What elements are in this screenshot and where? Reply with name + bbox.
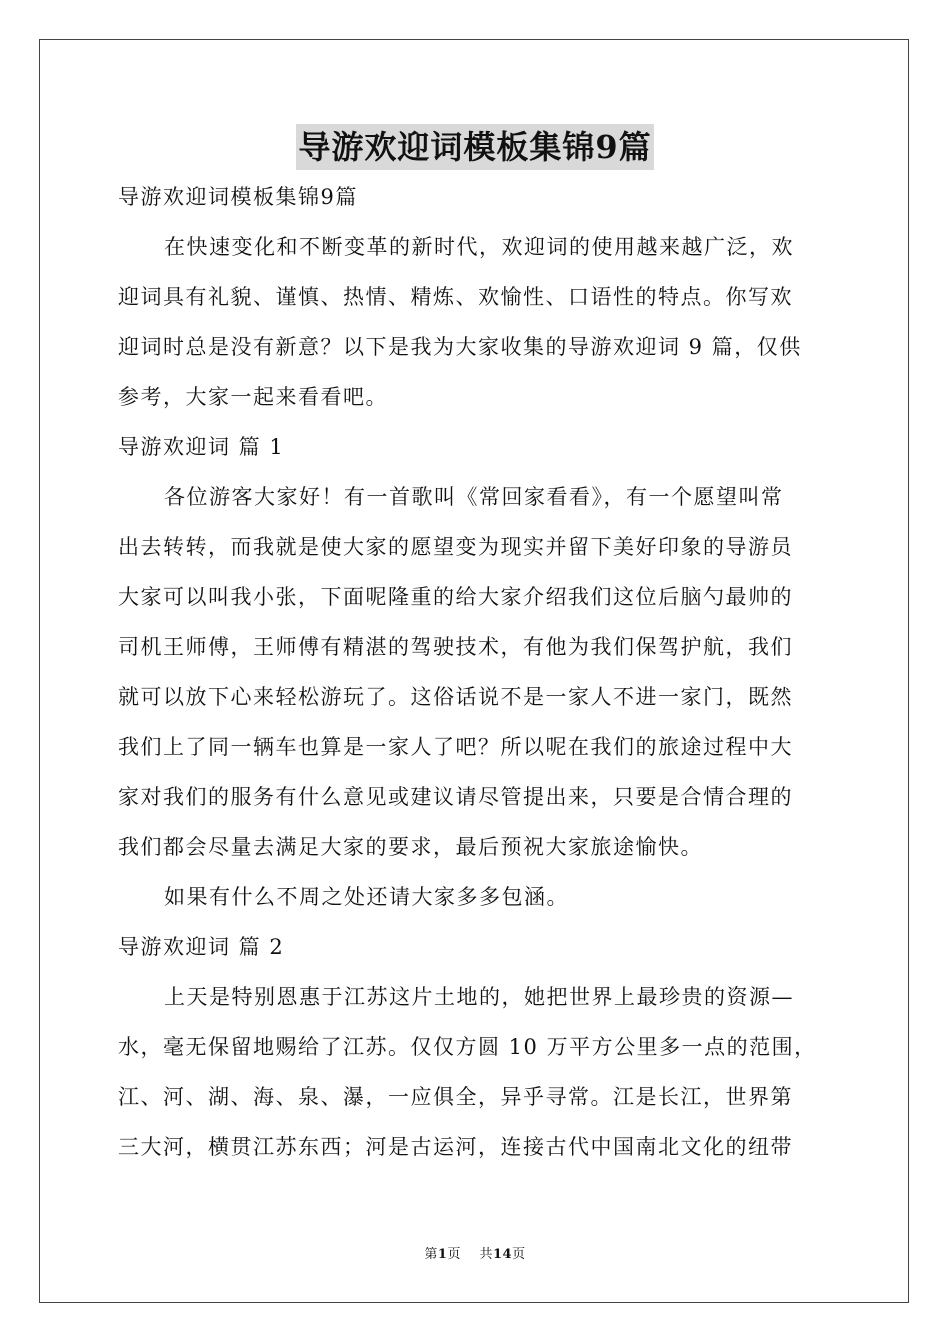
paragraph-line: 就可以放下心来轻松游玩了。这俗话说不是一家人不进一家门，既然	[118, 685, 793, 709]
paragraph-line: 水，毫无保留地赐给了江苏。仅仅方圆 10 万平方公里多一点的范围，	[118, 1035, 817, 1059]
footer-total-unit: 页	[512, 1247, 526, 1262]
paragraph-line: 上天是特别恩惠于江苏这片土地的，她把世界上最珍贵的资源—	[164, 985, 794, 1009]
document-body	[118, 172, 834, 1172]
section-heading: 导游欢迎词 篇 2	[118, 935, 285, 959]
paragraph-line: 我们上了同一辆车也算是一家人了吧？所以呢在我们的旅途过程中大	[118, 735, 793, 759]
footer-prefix: 第	[424, 1247, 438, 1262]
paragraph-line: 如果有什么不周之处还请大家多多包涵。	[164, 885, 569, 909]
paragraph-line: 家对我们的服务有什么意见或建议请尽管提出来，只要是合情合理的	[118, 785, 793, 809]
paragraph-line: 江、河、湖、海、泉、瀑，一应俱全，异乎寻常。江是长江，世界第	[118, 1085, 793, 1109]
paragraph-line: 各位游客大家好！有一首歌叫《常回家看看》，有一个愿望叫常	[164, 485, 784, 509]
footer-page-unit: 页	[447, 1247, 461, 1262]
paragraph-line: 三大河，横贯江苏东西；河是古运河，连接古代中国南北文化的纽带	[118, 1135, 793, 1159]
section-heading: 导游欢迎词 篇 1	[118, 435, 285, 459]
footer-page-number: 1	[437, 1247, 448, 1262]
footer-total-pages: 14	[493, 1247, 513, 1262]
paragraph-line: 司机王师傅，王师傅有精湛的驾驶技术，有他为我们保驾护航，我们	[118, 635, 793, 659]
paragraph-line: 在快速变化和不断变革的新时代，欢迎词的使用越来越广泛，欢	[164, 235, 794, 259]
paragraph-line: 出去转转，而我就是使大家的愿望变为现实并留下美好印象的导游员	[118, 535, 793, 559]
paragraph-line: 迎词具有礼貌、谨慎、热情、精炼、欢愉性、口语性的特点。你写欢	[118, 285, 793, 309]
page-footer	[0, 1243, 950, 1262]
paragraph-line: 参考，大家一起来看看吧。	[118, 385, 388, 409]
paragraph-line: 我们都会尽量去满足大家的要求，最后预祝大家旅途愉快。	[118, 835, 703, 859]
subtitle-line: 导游欢迎词模板集锦9篇	[118, 185, 358, 209]
paragraph-line: 迎词时总是没有新意？以下是我为大家收集的导游欢迎词 9 篇，仅供	[118, 335, 802, 359]
document-title: 导游欢迎词模板集锦9篇	[296, 124, 653, 170]
footer-total-prefix: 共	[479, 1247, 493, 1262]
paragraph-line: 大家可以叫我小张，下面呢隆重的给大家介绍我们这位后脑勺最帅的	[118, 585, 793, 609]
title-container	[0, 124, 950, 170]
